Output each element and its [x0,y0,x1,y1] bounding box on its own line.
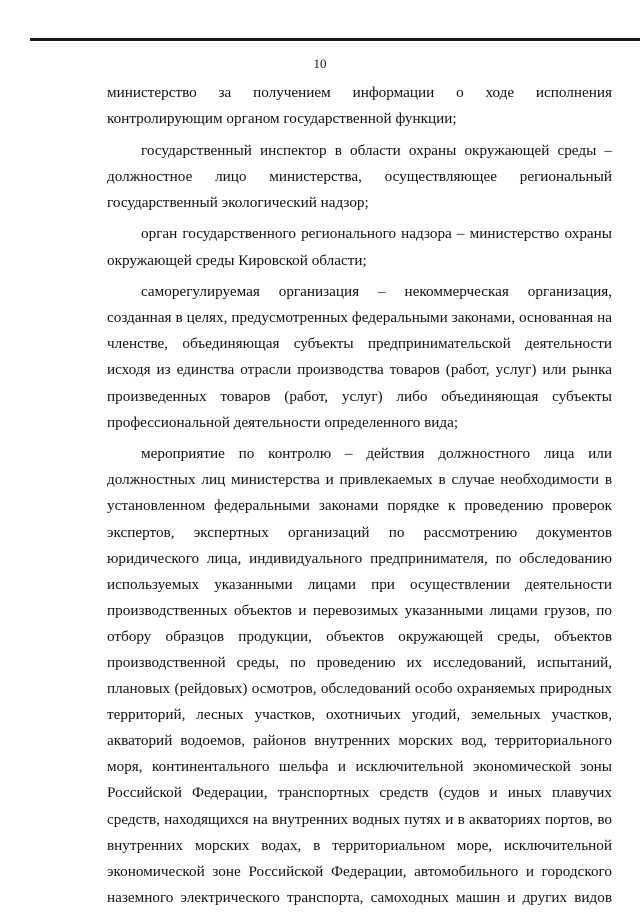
text-line: плановых (рейдовых) осмотров, обследований особо охраняемых природных [107,680,612,698]
document-body [107,80,612,916]
text-line: орган государственного регионального надзора – министерство охраны [141,225,612,243]
paragraph-2 [107,138,612,216]
text-line: моря, континентального шельфа и исключительной экономической зоны [107,758,612,776]
text-line: наземного электрического транспорта, самоходных машин и других видов [107,888,612,906]
text-line: членстве, объединяющая субъекты предпринимательской деятельности [107,335,612,353]
text-line: Российской Федерации, транспортных средств (судов и иных плавучих [107,784,612,802]
text-line: юридического лица, индивидуального предпринимателя, по обследованию [107,549,612,567]
text-line: созданная в целях, предусмотренных федеральными законами, основанная на [107,309,612,327]
paragraph-1 [107,80,612,132]
text-line: государственный экологический надзор; [107,193,369,211]
text-line: экспертов, экспертных организаций по рассмотрению документов [107,523,612,541]
text-line: экономической зоне Российской Федерации, автомобильного и городского [107,862,612,880]
text-line: используемых указанными лицами при осуществлении деятельности [107,575,612,593]
header-rule [30,38,640,41]
text-line: контролирующим органом государственной функции; [107,110,457,128]
paragraph-4 [107,279,612,436]
text-line: производственных объектов и перевозимых указанными лицами грузов, по [107,601,612,619]
page-number: 10 [313,56,327,71]
text-line: производственной среды, по проведению их исследований, испытаний, [107,653,612,671]
text-line: министерство за получением информации о ходе исполнения [107,84,612,101]
text-line: произведенных товаров (работ, услуг) либо объединяющая субъекты [107,387,612,405]
text-line: отбору образцов продукции, объектов окружающей среды, объектов [107,627,612,645]
text-line: внутренних морских водах, в территориальном море, исключительной [107,836,612,854]
text-line: государственный инспектор в области охраны окружающей среды – [141,141,612,159]
text-line: должностных лиц министерства и привлекаемых в случае необходимости в [107,471,612,489]
text-line: окружающей среды Кировской области; [107,251,367,269]
text-line: территорий, лесных участков, охотничьих угодий, земельных участков, [107,706,612,724]
text-line: исходя из единства отрасли производства товаров (работ, услуг) или рынка [107,361,612,379]
text-line: установленном федеральными законами порядке к проведению проверок [107,497,612,515]
paragraph-5 [107,441,612,911]
paragraph-3 [107,221,612,273]
text-line: должностное лицо министерства, осуществляющее региональный [107,167,612,185]
text-line: мероприятие по контролю – действия должностного лица или [141,445,612,463]
text-line: средств, находящихся на внутренних водных путях и в акваториях портов, во [107,810,612,828]
text-line: профессиональной деятельности определенного вида; [107,413,459,431]
text-line: акваторий водоемов, районов внутренних морских вод, территориального [107,732,612,750]
text-line: саморегулируемая организация – некоммерческая организация, [141,283,612,301]
